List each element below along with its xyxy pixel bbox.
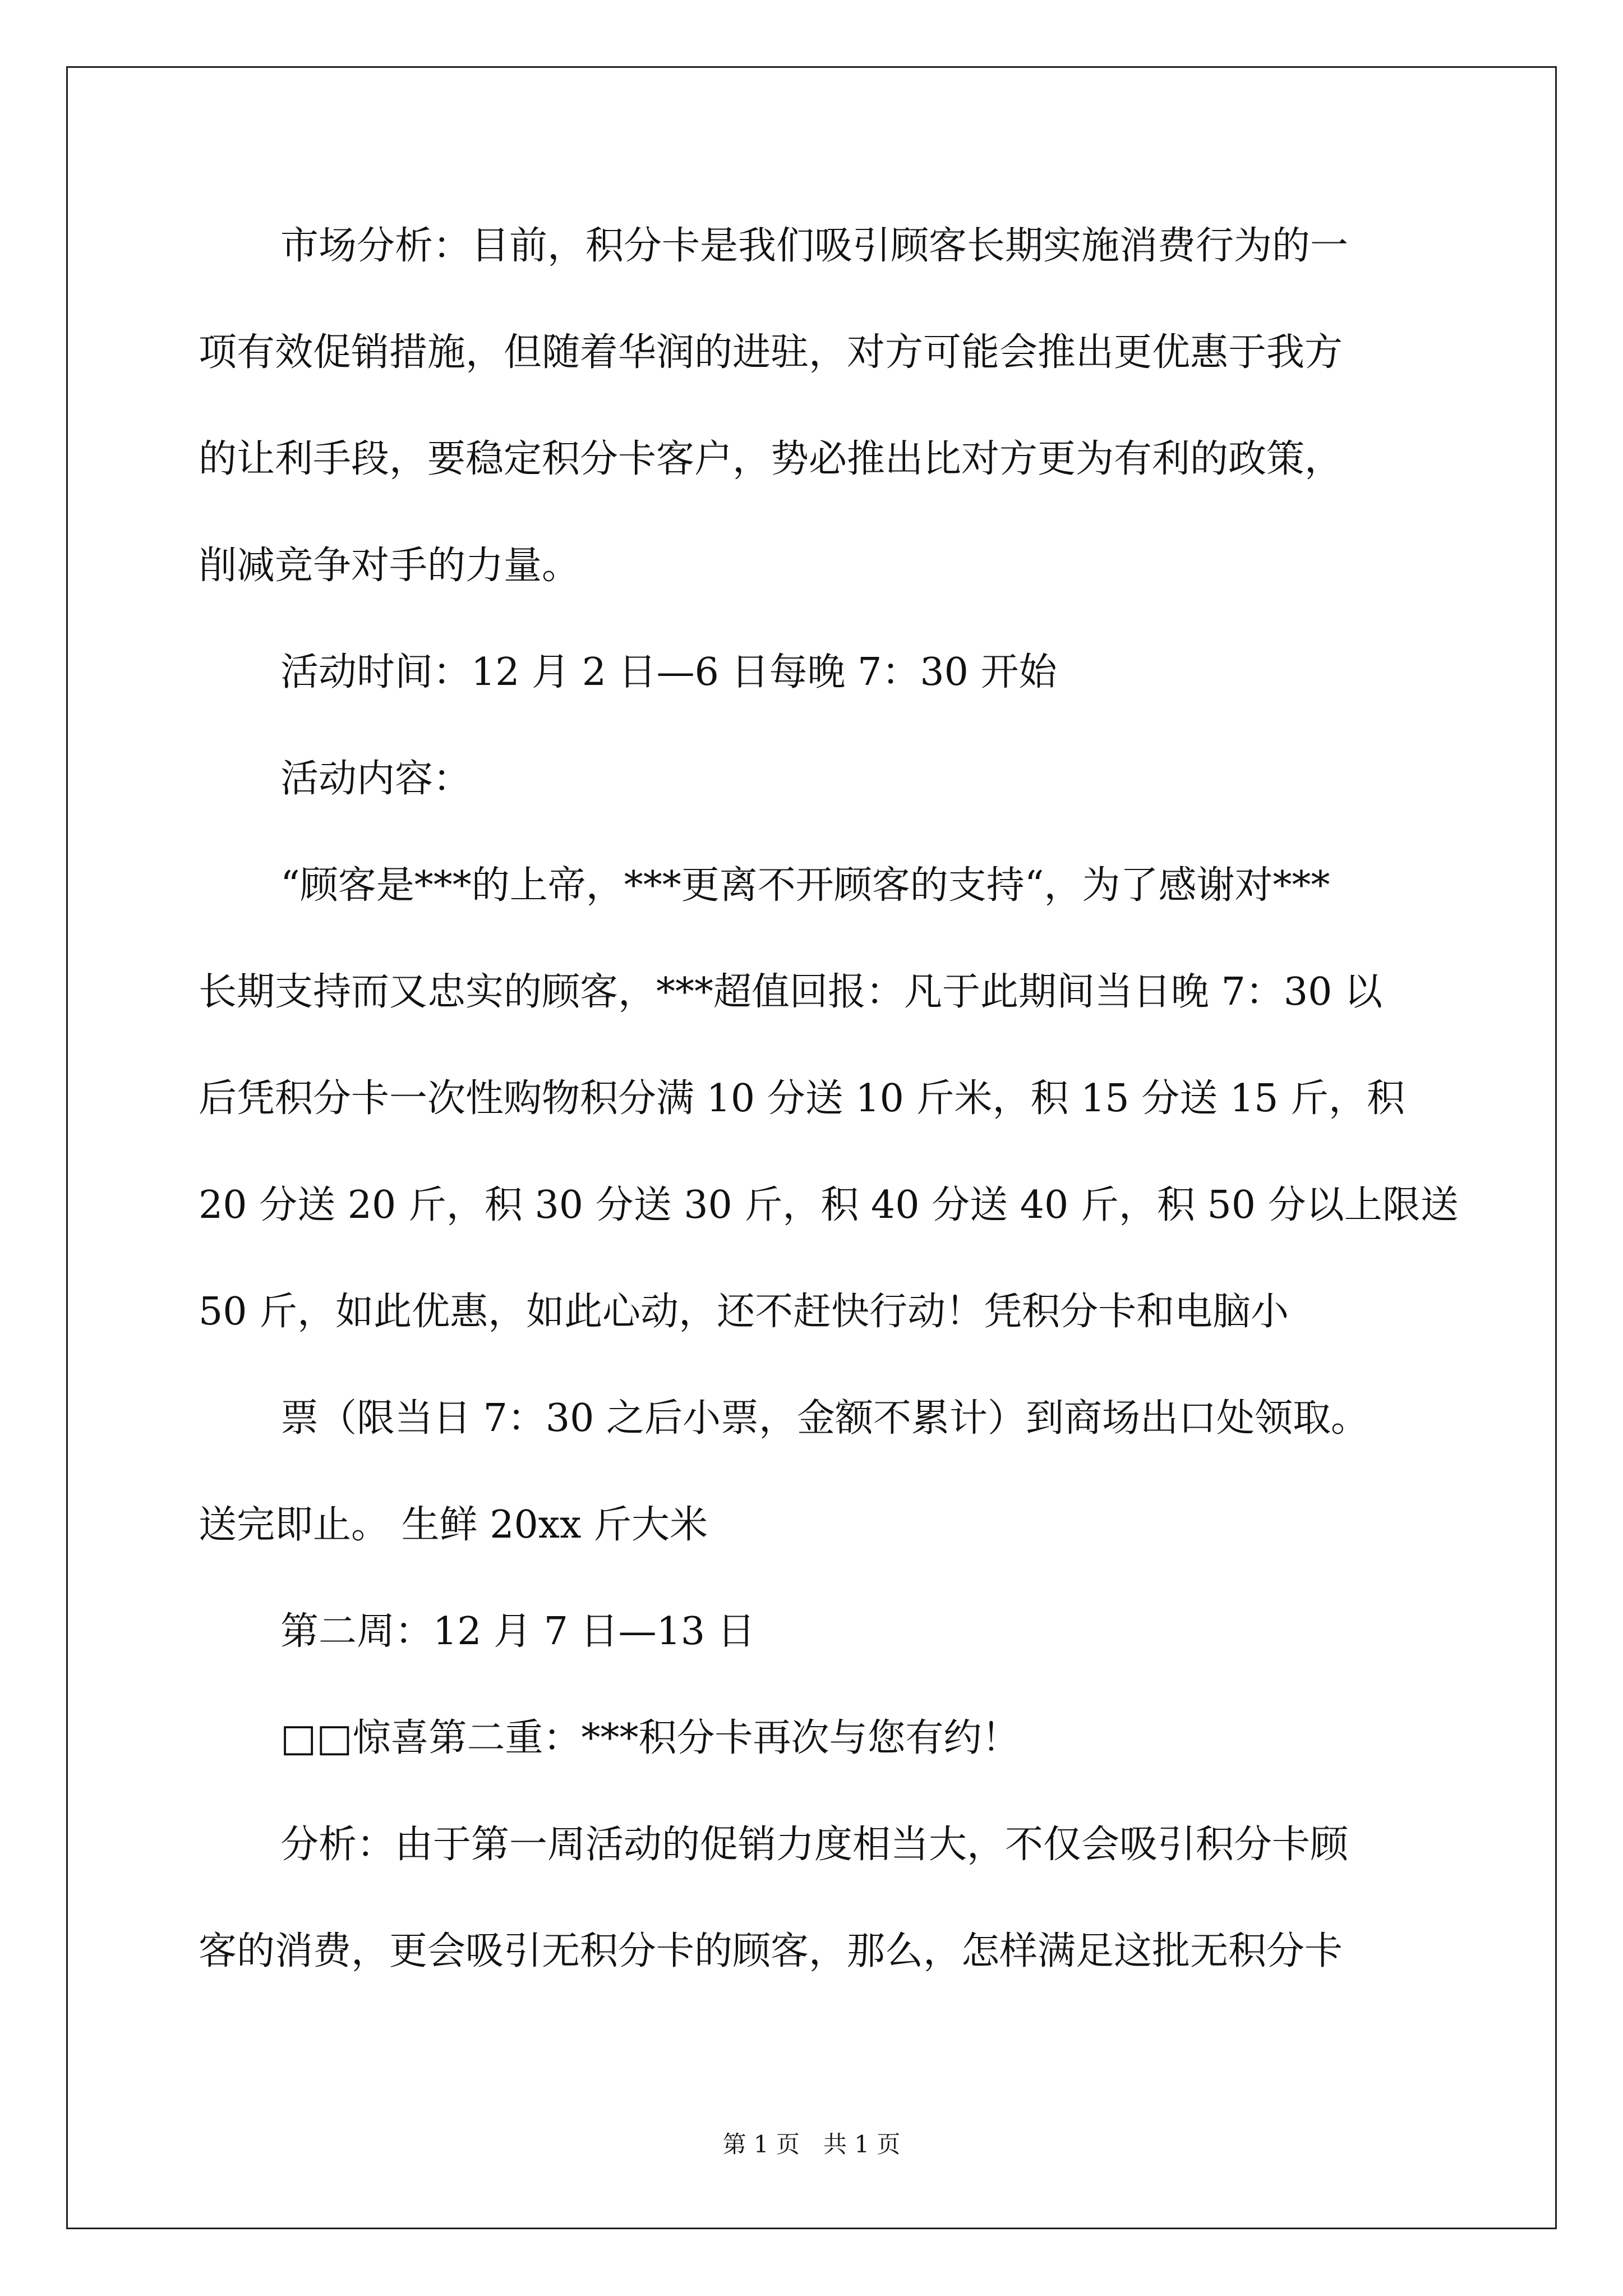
text-line: 客的消费，更会吸引无积分卡的顾客，那么，怎样满足这批无积分卡 xyxy=(199,1929,1343,1973)
text-line: □□惊喜第二重：***积分卡再次与您有约！ xyxy=(280,1716,1020,1760)
text-line: 送完即止。 生鲜 20xx 斤大米 xyxy=(199,1503,708,1547)
text-line: 后凭积分卡一次性购物积分满 10 分送 10 斤米，积 15 分送 15 斤，积 xyxy=(199,1076,1405,1121)
text-line: 第二周：12 月 7 日—13 日 xyxy=(280,1609,755,1654)
text-line: 20 分送 20 斤，积 30 分送 30 斤，积 40 分送 40 斤，积 50 分以上限送 xyxy=(199,1183,1459,1227)
text-line: 削减竞争对手的力量。 xyxy=(199,544,580,588)
text-line: 的让利手段，要稳定积分卡客户，势必推出比对方更为有利的政策， xyxy=(199,437,1343,481)
text-line: 长期支持而又忠实的顾客，***超值回报：凡于此期间当日晚 7：30 以 xyxy=(199,970,1383,1014)
text-line: 项有效促销措施，但随着华润的进驻，对方可能会推出更优惠于我方 xyxy=(199,330,1343,375)
text-line: 市场分析：目前，积分卡是我们吸引顾客长期实施消费行为的一 xyxy=(280,224,1349,268)
text-line: “顾客是***的上帝，***更离不开顾客的支持“，为了感谢对*** xyxy=(280,863,1330,908)
page-footer: 第 1 页 共 1 页 xyxy=(722,2131,901,2158)
document-body xyxy=(199,222,1459,1976)
text-line: 票（限当日 7：30 之后小票，金额不累计）到商场出口处领取。 xyxy=(280,1396,1370,1441)
text-line: 活动时间：12 月 2 日—6 日每晚 7：30 开始 xyxy=(280,650,1057,694)
text-line: 活动内容： xyxy=(280,757,472,801)
text-line: 50 斤，如此优惠，如此心动，还不赶快行动！凭积分卡和电脑小 xyxy=(199,1290,1289,1334)
text-line: 分析：由于第一周活动的促销力度相当大，不仅会吸引积分卡顾 xyxy=(280,1823,1349,1867)
